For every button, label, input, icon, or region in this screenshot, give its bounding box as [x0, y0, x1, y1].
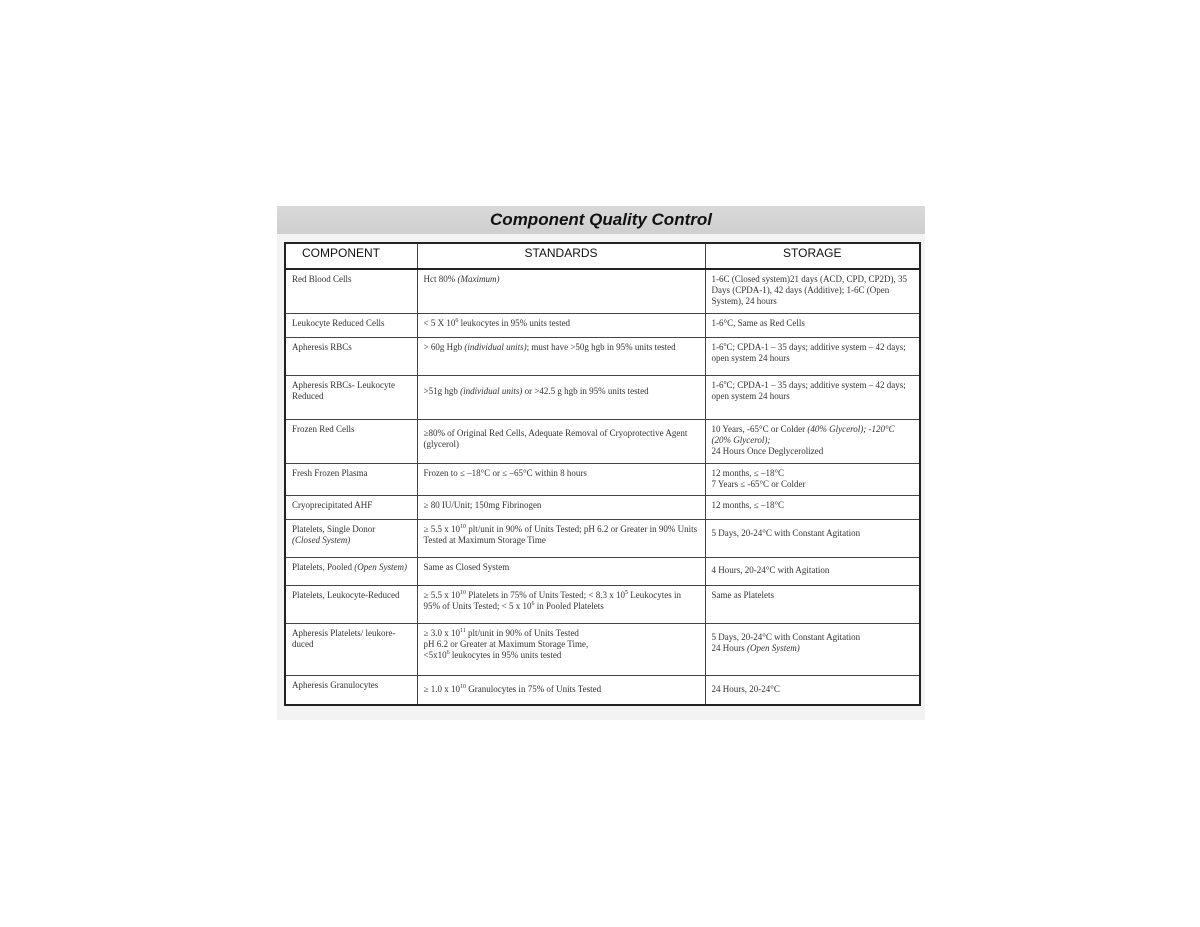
component-cell: Apheresis Platelets/ leukore-duced — [285, 623, 417, 675]
standards-cell: Same as Closed System — [417, 557, 705, 585]
storage-cell: 1-6$^o$C; CPDA-1 – 35 days; additive system – 42 days; open system 24 hours — [705, 375, 920, 419]
storage-cell: 10 Years, -65°C or Colder (40% Glycerol); -120°C (20% Glycerol); 24 Hours Once Deglycerolized — [705, 419, 920, 463]
storage-cell: 1-6C (Closed system)21 days (ACD, CPD, CP2D), 35 Days (CPDA-1), 42 days (Additive); 1-6C (Open System), 24 hours — [705, 269, 920, 313]
storage-cell: 4 Hours, 20-24°C with Agitation — [705, 557, 920, 585]
table-row — [285, 557, 920, 585]
standards-cell: ≥ 1.0 x $10^{10}$ Granulocytes in 75% of Units Tested — [417, 675, 705, 705]
component-cell: Frozen Red Cells — [285, 419, 417, 463]
standards-cell: ≥ 5.5 x $10^{10}$ Platelets in 75% of Units Tested; < 8.3 x $10^5$ Leukocytes in 95% of Units Tested; < 5 x $10^6$ in Pooled Platelets — [417, 585, 705, 623]
standards-cell: >51g hgb (individual units) or >42.5 g hgb in 95% units tested — [417, 375, 705, 419]
quality-control-table — [284, 242, 921, 706]
table-row — [285, 519, 920, 557]
table-row — [285, 313, 920, 337]
component-cell: Platelets, Pooled (Open System) — [285, 557, 417, 585]
table-row — [285, 675, 920, 705]
component-cell: Apheresis RBCs — [285, 337, 417, 375]
standards-cell: ≥ 80 IU/Unit; 150mg Fibrinogen — [417, 495, 705, 519]
storage-cell: 1-6°C, Same as Red Cells — [705, 313, 920, 337]
standards-cell: Hct 80% (Maximum) — [417, 269, 705, 313]
page-title: Component Quality Control — [490, 210, 712, 229]
component-cell: Leukocyte Reduced Cells — [285, 313, 417, 337]
header-row — [285, 243, 920, 269]
storage-cell: 1-6$^o$C; CPDA-1 – 35 days; additive system – 42 days; open system 24 hours — [705, 337, 920, 375]
table-row — [285, 463, 920, 495]
quality-control-document — [277, 206, 925, 720]
component-cell: Fresh Frozen Plasma — [285, 463, 417, 495]
table-row — [285, 585, 920, 623]
component-cell: Platelets, Leukocyte-Reduced — [285, 585, 417, 623]
title-banner — [277, 206, 925, 234]
table-row — [285, 495, 920, 519]
standards-cell: ≥80% of Original Red Cells, Adequate Removal of Cryoprotective Agent (glycerol) — [417, 419, 705, 463]
component-cell: Red Blood Cells — [285, 269, 417, 313]
component-cell: Apheresis Granulocytes — [285, 675, 417, 705]
storage-cell: 12 months, ≤ –18°C — [705, 495, 920, 519]
storage-cell: 12 months, ≤ –18°C 7 Years ≤ -65°C or Colder — [705, 463, 920, 495]
table-row — [285, 337, 920, 375]
storage-cell: 5 Days, 20-24°C with Constant Agitation — [705, 519, 920, 557]
storage-cell: 5 Days, 20-24°C with Constant Agitation 24 Hours (Open System) — [705, 623, 920, 675]
header-standards: STANDARDS — [417, 243, 705, 269]
standards-cell: Frozen to ≤ –18°C or ≤ –65°C within 8 hours — [417, 463, 705, 495]
table-row — [285, 375, 920, 419]
component-cell: Apheresis RBCs- Leukocyte Reduced — [285, 375, 417, 419]
header-storage: STORAGE — [705, 243, 920, 269]
standards-cell: ≥ 3.0 x $10^{11}$ plt/unit in 90% of Units Tested pH 6.2 or Greater at Maximum Storage Time, $<5x10^6$ leukocytes in 95% units tested — [417, 623, 705, 675]
component-cell: Cryoprecipitated AHF — [285, 495, 417, 519]
table-row — [285, 269, 920, 313]
table-row — [285, 623, 920, 675]
component-cell: Platelets, Single Donor (Closed System) — [285, 519, 417, 557]
standards-cell: > 60g Hgb (individual units); must have >50g hgb in 95% units tested — [417, 337, 705, 375]
storage-cell: 24 Hours, 20-24°C — [705, 675, 920, 705]
header-component: COMPONENT — [285, 243, 417, 269]
standards-cell: ≥ 5.5 x $10^{10}$ plt/unit in 90% of Units Tested; pH 6.2 or Greater in 90% Units Tested at Maximum Storage Time — [417, 519, 705, 557]
storage-cell: Same as Platelets — [705, 585, 920, 623]
table-row — [285, 419, 920, 463]
standards-cell: < 5 X $10^6$ leukocytes in 95% units tested — [417, 313, 705, 337]
